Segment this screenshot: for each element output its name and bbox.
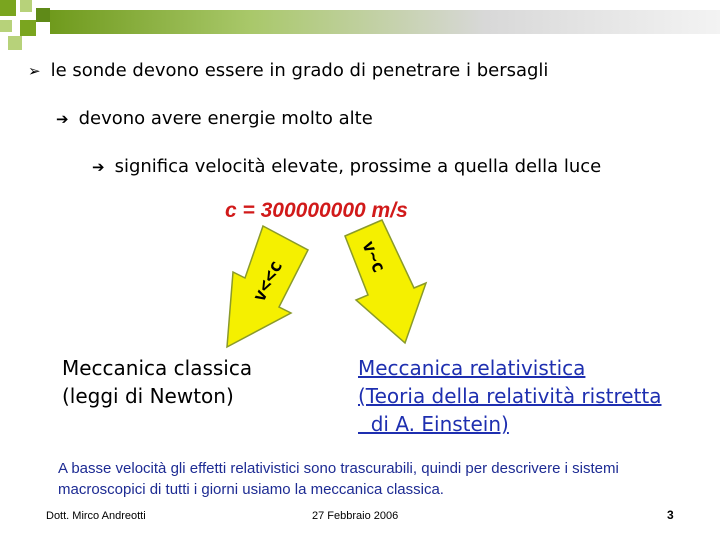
- right-arrow-icon: ➔: [56, 110, 69, 128]
- right-down-arrow-icon: [345, 220, 426, 343]
- bullet-text: significa velocità elevate, prossime a quella della luce: [114, 156, 602, 177]
- classical-mechanics-caption: [62, 354, 252, 410]
- near-light-speed-label: v~c: [357, 237, 390, 276]
- bullet-text: le sonde devono essere in grado di penetrare i bersagli: [50, 60, 549, 81]
- speed-of-light-formula: c = 300000000 m/s: [225, 199, 408, 222]
- caption-line: di A. Einstein): [358, 412, 509, 436]
- footer-author: Dott. Mirco Andreotti: [46, 510, 146, 522]
- low-speed-label: v<<c: [248, 257, 288, 306]
- arrowhead-bullet-icon: ➢: [28, 62, 41, 80]
- caption-line: (Teoria della relatività ristretta: [358, 384, 662, 408]
- relativistic-mechanics-link[interactable]: [358, 354, 662, 438]
- caption-line: (leggi di Newton): [62, 384, 234, 408]
- caption-line: Meccanica relativistica: [358, 356, 586, 380]
- caption-line: Meccanica classica: [62, 356, 253, 380]
- summary-text: A basse velocità gli effetti relativistici sono trascurabili, quindi per descrivere i sistemi macroscopici di tutti i giorni usiamo la meccanica classica.: [58, 460, 619, 498]
- right-arrow-icon: ➔: [92, 158, 105, 176]
- page-number: 3: [667, 508, 674, 522]
- bullet-text: devono avere energie molto alte: [78, 108, 373, 129]
- footer-date: 27 Febbraio 2006: [312, 510, 399, 522]
